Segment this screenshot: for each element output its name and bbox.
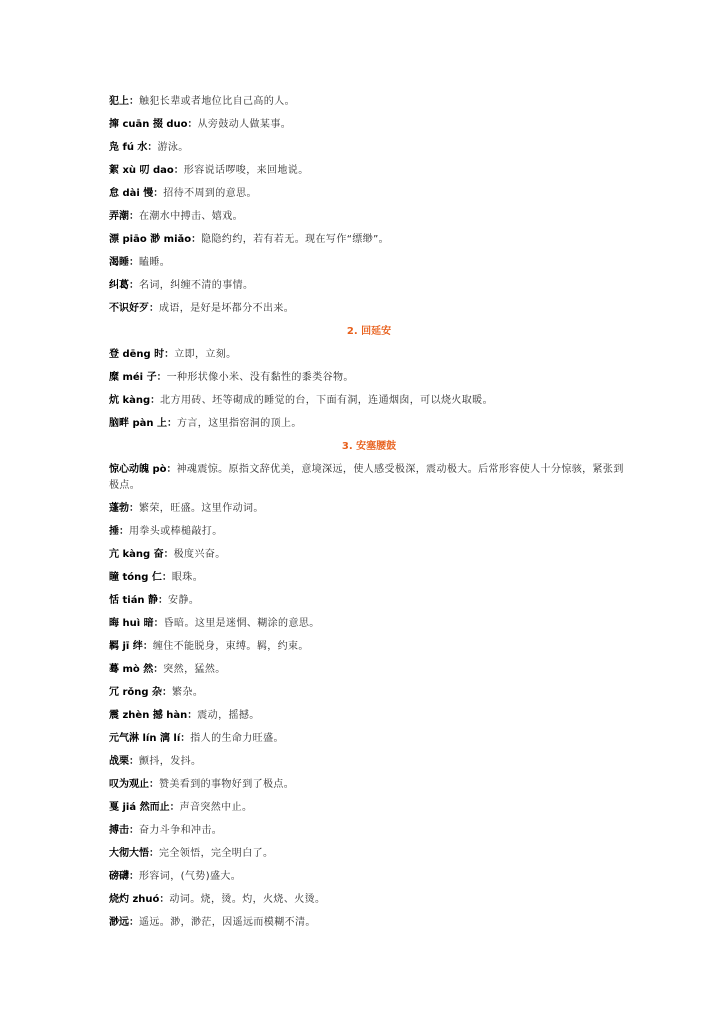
vocab-entry (109, 94, 629, 110)
vocab-term: 纠葛： (109, 280, 139, 291)
vocab-term: 大彻大悟： (109, 848, 159, 859)
vocab-term: 不识好歹： (109, 303, 159, 314)
vocab-definition: 形容说话啰唆，来回地说。 (183, 165, 309, 176)
vocab-entry (109, 593, 629, 609)
vocab-entry (109, 209, 629, 225)
vocab-definition: 赞美看到的事物好到了极点。 (159, 779, 295, 790)
vocab-entry (109, 754, 629, 770)
vocab-definition: 震动，摇撼。 (197, 710, 260, 721)
document-page (109, 94, 629, 938)
vocab-definition: 指人的生命力旺盛。 (190, 733, 284, 744)
vocab-definition: 完全领悟，完全明白了。 (159, 848, 274, 859)
vocab-definition: 声音突然中止。 (179, 802, 253, 813)
vocab-definition: 触犯长辈或者地位比自己高的人。 (139, 96, 295, 107)
vocab-term: 戛 jiá 然而止： (109, 802, 180, 813)
vocab-definition: 动词。烧，烫。灼，火烧、火烫。 (169, 894, 326, 905)
vocab-definition: 奋力斗争和冲击。 (139, 825, 223, 836)
vocab-definition: 成语，是好是坏都分不出来。 (159, 303, 295, 314)
vocab-entry (109, 416, 629, 432)
vocab-definition: 立即，立刻。 (174, 349, 237, 360)
vocab-entry (109, 570, 629, 586)
vocab-definition: 极度兴奋。 (173, 549, 226, 560)
vocab-definition: 瞌睡。 (139, 257, 171, 268)
vocab-entry (109, 524, 629, 540)
vocab-entry (109, 117, 629, 133)
vocab-entry (109, 462, 629, 494)
vocab-definition: 形容词，(气势)盛大。 (139, 871, 242, 882)
vocab-entry (109, 278, 629, 294)
vocab-definition: 游泳。 (157, 142, 189, 153)
vocab-entry (109, 823, 629, 839)
vocab-term: 搏击： (109, 825, 139, 836)
vocab-term: 炕 kàng： (109, 395, 161, 406)
section-title: 3. 安塞腰鼓 (341, 441, 397, 452)
vocab-definition: 隐隐约约，若有若无。现在写作“缥缈”。 (201, 234, 390, 245)
vocab-definition: 繁荣，旺盛。这里作动词。 (139, 503, 264, 514)
vocab-definition: 从旁鼓动人做某事。 (197, 119, 292, 130)
vocab-entry (109, 777, 629, 793)
vocab-term: 糜 méi 子： (109, 372, 167, 383)
vocab-term: 渺远： (109, 917, 139, 928)
vocab-entry (109, 347, 629, 363)
vocab-term: 冗 rǒng 杂： (109, 687, 173, 698)
vocab-term: 瞳 tóng 仁： (109, 572, 172, 583)
vocab-entry (109, 915, 629, 931)
vocab-term: 捶： (109, 526, 129, 537)
vocab-term: 惊心动魄 pò： (109, 464, 177, 475)
vocab-entry (109, 639, 629, 655)
vocab-definition: 在潮水中搏击、嬉戏。 (139, 211, 243, 222)
vocab-term: 漂 piāo 渺 miǎo： (109, 234, 202, 245)
vocab-entry (109, 140, 629, 156)
vocab-term: 犯上： (109, 96, 139, 107)
vocab-entry (109, 186, 629, 202)
vocab-term: 羁 jī 绊： (109, 641, 153, 652)
vocab-entry (109, 708, 629, 724)
vocab-definition: 昏暗。这里是迷惘、糊涂的意思。 (163, 618, 320, 629)
vocab-definition: 繁杂。 (172, 687, 204, 698)
vocab-term: 蓦 mò 然： (109, 664, 164, 675)
section-title: 2. 回延安 (346, 326, 392, 337)
vocab-term: 恬 tián 静： (109, 595, 169, 606)
vocab-definition: 招待不周到的意思。 (163, 188, 257, 199)
vocab-definition: 颤抖，发抖。 (139, 756, 202, 767)
vocab-entry (109, 685, 629, 701)
vocab-entry (109, 393, 629, 409)
vocab-entry (109, 846, 629, 862)
vocab-term: 震 zhèn 撼 hàn： (109, 710, 198, 721)
vocab-term: 撺 cuān 掇 duo： (109, 119, 198, 130)
vocab-entry (109, 892, 629, 908)
vocab-definition: 突然，猛然。 (163, 664, 226, 675)
vocab-term: 晦 huì 暗： (109, 618, 164, 629)
vocab-term: 絮 xù 叨 dao： (109, 165, 184, 176)
vocab-definition: 名词，纠缠不清的事情。 (139, 280, 254, 291)
vocab-term: 蓬勃： (109, 503, 139, 514)
vocab-definition: 北方用砖、坯等砌成的睡觉的台，下面有洞，连通烟囱，可以烧火取暖。 (160, 395, 493, 406)
vocab-definition: 眼珠。 (171, 572, 204, 583)
vocab-term: 渴睡： (109, 257, 139, 268)
vocab-entry (109, 731, 629, 747)
vocab-entry (109, 501, 629, 517)
vocab-term: 战栗： (109, 756, 139, 767)
vocab-entry (109, 232, 629, 248)
vocab-term: 磅礴： (109, 871, 139, 882)
vocab-term: 亢 kàng 奋： (109, 549, 174, 560)
vocab-definition: 安静。 (168, 595, 200, 606)
vocab-entry (109, 301, 629, 317)
vocab-term: 登 dēng 时： (109, 349, 175, 360)
vocab-definition: 缠住不能脱身，束缚。羁，约束。 (152, 641, 309, 652)
vocab-term: 叹为观止： (109, 779, 159, 790)
vocab-entry (109, 547, 629, 563)
vocab-definition: 遥远。渺，渺茫，因遥远而模糊不清。 (139, 917, 316, 928)
vocab-entry (109, 616, 629, 632)
vocab-term: 凫 fú 水： (109, 142, 158, 153)
vocab-entry (109, 662, 629, 678)
vocab-definition: 用拳头或棒槌敲打。 (129, 526, 223, 537)
vocab-term: 烧灼 zhuó： (109, 894, 170, 905)
vocab-entry (109, 370, 629, 386)
vocab-entry (109, 163, 629, 179)
vocab-entry (109, 869, 629, 885)
vocab-term: 怠 dài 慢： (109, 188, 164, 199)
vocab-definition: 一种形状像小米、没有黏性的黍类谷物。 (166, 372, 354, 383)
vocab-definition: 神魂震惊。原指文辞优美，意境深远，使人感受极深，震动极大。后常形容使人十分惊骇，紧张到极点。 (109, 464, 624, 491)
vocab-entry (109, 255, 629, 271)
vocab-term: 元气淋 lín 漓 lí： (109, 733, 191, 744)
vocab-term: 弄潮： (109, 211, 139, 222)
vocab-entry (109, 800, 629, 816)
vocab-definition: 方言，这里指窑洞的顶上。 (177, 418, 302, 429)
vocab-term: 脑畔 pàn 上： (109, 418, 177, 429)
